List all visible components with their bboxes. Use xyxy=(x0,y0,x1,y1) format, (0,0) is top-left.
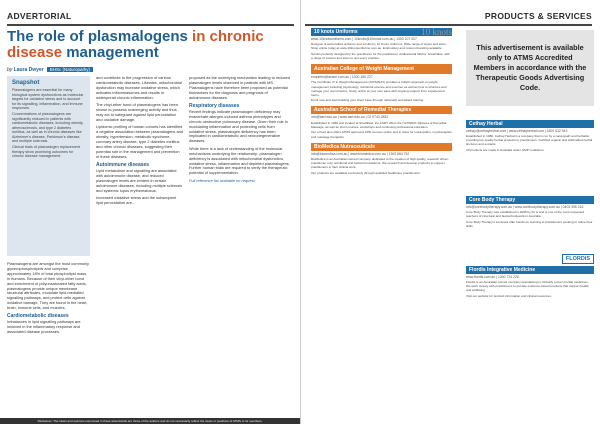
subheading: Respiratory diseases xyxy=(189,102,240,109)
listing-paragraph: All products are made in Australia under GMP conditions. xyxy=(466,148,545,153)
listing-title: 10 knots Uniforms xyxy=(311,28,452,36)
listing-paragraph: Core Body Therapy was established in 2005 by Dr Li and is one of the most respected teachers of structural and fascial bodywork in Australia. xyxy=(466,210,584,219)
listing-title: Flordis Integrative Medicine xyxy=(466,266,594,274)
body-paragraph: and contribute to the progression of various cardiometabolic diseases. Likewise, mitochondrial dysfunction may increase oxidative stress, which activates inflammasomes and results in widespread chronic inflammation. xyxy=(96,75,183,100)
listing-title: Cethay Herbal xyxy=(466,120,594,128)
body-paragraph: While there is a lack of understanding of the molecular mechanisms underlying the relationship, plasmalogen deficiency is associated with mitochondrial dysfunction, oxidative stress, inflammation and depleted plasmalogens. Further human trials are required to verify the therapeutic potential of supplementation. xyxy=(189,145,290,176)
byline-prefix: by xyxy=(7,67,14,73)
article-title xyxy=(7,29,295,61)
listing-paragraph: Established in 1986, Cethay Herbal is a company that is run by a naturopath and herbalist, providing top quality herbal products to practitioners. Certified organic and wildcrafted herbal tinctures and extracts. xyxy=(466,134,593,147)
listings-column-left xyxy=(311,28,452,176)
header-rule xyxy=(305,24,592,26)
author-credential-tag: BHSc (Naturopathy) xyxy=(47,67,93,72)
snapshot-box xyxy=(7,76,90,256)
section-header: PRODUCTS & SERVICES xyxy=(484,11,592,21)
flordis-logo: FLORDIS xyxy=(562,254,594,264)
directory-page xyxy=(301,0,600,424)
snapshot-paragraph: Clinical trials of plasmalogen replacement therapy show promising outcomes for chronic disease management. xyxy=(12,145,81,158)
listing-paragraph: Scrubs perfectly designed by the practitioner for the practitioner. Antibacterial fabrics, breathable, with a range of colours and sizes to suit every practice. xyxy=(311,51,450,61)
title-highlight: in chronic disease xyxy=(7,28,264,61)
ad-notice-text: This advertisement is available only to ATMS Accredited Members in accordance with the Therapeutic Goods Advertising Code. xyxy=(473,43,587,92)
listing-contact[interactable]: info@asrt.edu.au | www.asrt.edu.au | 02 9743 2881 xyxy=(311,115,389,120)
section-header: ADVERTORIAL xyxy=(7,11,72,21)
listing-contact[interactable]: cethay@cethayherbal.com | www.cethayherbal.com | 1800 632 943 xyxy=(466,129,568,133)
listing-10knots xyxy=(311,28,452,60)
listing-paragraph: Our school also offers ATMS approved CPE courses online and in class for naturopaths, myotherapists and massage therapists. xyxy=(311,130,452,139)
listing-contact[interactable]: www.10knotsuniforms.com | 10knots@10knots.com.au | 1300 107 007 xyxy=(311,37,417,41)
snapshot-heading: Snapshot xyxy=(12,80,40,86)
body-paragraph: Lipid metabolism and signalling are associated with autoimmune disease, and reduced plasmalogen levels are evident in certain autoimmune diseases, including multiple sclerosis and systemic lupus erythematosus. xyxy=(96,167,183,193)
listing-body xyxy=(311,42,452,60)
listing-contact[interactable]: info@biomedica.com.au | www.biomedica.com.au | 1300 884 752 xyxy=(311,151,410,156)
listing-body xyxy=(311,121,452,139)
listing-title: BioMedica Nutraceuticals xyxy=(311,143,452,151)
listing-paragraph: Our products are available exclusively through qualified healthcare practitioners. xyxy=(311,170,421,175)
listing-asrt xyxy=(311,106,452,138)
listing-acwm xyxy=(311,64,452,102)
listing-paragraph: The Certificate IV in Weight Management (10732NAT) provides a holistic approach to weight management including psychology, nutritional science and exercise as well as how to structure and manage your own practice. Study online at your own pace with ongoing support from experienced tutors. xyxy=(311,80,447,97)
listing-body xyxy=(466,134,594,152)
reference-note: Full reference list available on request xyxy=(189,177,255,183)
listing-flordis xyxy=(466,256,594,300)
listing-paragraph: Visit our website for product information and clinical resources. xyxy=(466,294,552,299)
listing-body xyxy=(466,280,594,298)
listing-paragraph: Flordis is an Australian-owned company specialising in clinically proven herbal medicines. We work closely with practitioners to provide evidence-based products that support health and wellbeing. xyxy=(466,280,589,293)
listing-paragraph: Established in 1989 and located at Strathfield, the ASRT offers the HLT52021 Diploma of Remedial Massage, as well as short courses, workshops and continuing professional education. xyxy=(311,120,447,129)
listing-body xyxy=(311,80,452,102)
10knots-logo: 10 knots xyxy=(421,27,452,37)
ad-notice-box xyxy=(466,30,594,106)
listing-contact[interactable]: enquiries@acwm.com.au | 1300 160 227 xyxy=(311,75,373,80)
title-part-3: management xyxy=(62,44,159,61)
subheading: Cardiometabolic diseases xyxy=(7,313,69,320)
listing-core-body xyxy=(466,196,594,230)
author-name: Laura Dwyer xyxy=(13,67,44,73)
article-column-1 xyxy=(7,262,90,338)
byline xyxy=(7,67,93,73)
listing-contact[interactable]: www.flordis.com.au | 1300 724 226 xyxy=(466,275,519,279)
listing-paragraph: BioMedica is an Australian-owned company dedicated to the creation of high quality, research driven practitioner only nutritional and herbal formulations. We research and develop products to support practitioners in their clinical work. xyxy=(311,156,449,170)
title-part-1: The role of plasmalogens xyxy=(7,28,193,45)
article-column-3 xyxy=(189,76,290,186)
snapshot-paragraph: Plasmalogens are essential for many biological system dysfunctions as molecular targets for oxidative stress and to account for its signalling, inflammation, and immune responses. xyxy=(12,88,84,110)
listing-body xyxy=(466,210,594,228)
body-paragraph: Increased oxidative stress and the subsequent lipid peroxidation are... xyxy=(96,194,177,205)
listing-paragraph: Designer & well-crafted uniforms and scrubs by 10 Knots Uniforms. Wide range of styles and sizes. Shop online today at www.10knotsuniforms.com.au. Embroidery and custom branding available. xyxy=(311,42,447,51)
listing-title: Australian School of Remedial Therapies xyxy=(311,106,452,114)
snapshot-paragraph: Concentrations of plasmalogens are significantly reduced in patients with cardiometabolic diseases, including obesity, atherosclerosis, and type 2 diabetes mellitus, as well as in chronic diseases like Alzheimer's disease, Parkinson's disease, and multiple sclerosis. xyxy=(12,112,84,143)
body-paragraph: proposed as the underlying mechanism leading to reduced plasmalogen levels observed in patients with MS. Plasmalogens have therefore been proposed as potential biomarkers for the diagnosis and prognosis of autoimmune diseases. xyxy=(189,75,291,100)
body-paragraph: Recent findings indicate plasmalogen deficiency may exacerbate allergen-induced asthma phenotypes and chronic obstructive pulmonary disease. Given their role in modulating inflammation and protecting cells from oxidative stress, plasmalogen deficiency has been implicated in cardiometabolic and neurodegenerative diseases. xyxy=(189,108,288,144)
body-paragraph: Imbalances in lipid signalling pathways are involved in the inflammatory response and associated disease processes. xyxy=(7,319,81,335)
body-paragraph: Lipidomic profiling of human cohorts has identified a negative association between plasmalogens and obesity, hypertension, metabolic syndrome, coronary artery disease, type 2 diabetes mellitus and other chronic diseases, suggesting their potential role in the management and prevention of these diseases. xyxy=(96,124,183,159)
disclaimer-bar: Disclaimer: The views and opinions expressed in these advertorials are those of the authors and do not necessarily reflect the views or positions of ATMS or its members. xyxy=(0,418,300,424)
listing-biomedica xyxy=(311,143,452,175)
listing-cethay xyxy=(466,120,594,154)
subheading: Autoimmune diseases xyxy=(96,161,150,168)
article-column-2 xyxy=(96,76,183,208)
body-paragraph: The vinyl-ether bond of plasmalogens has been shown to possess scavenging activity and thus may act to safeguard against lipid peroxidation and oxidative damage. xyxy=(96,102,178,122)
snapshot-body xyxy=(12,88,85,159)
listing-title: Australian College of Weight Management xyxy=(311,64,452,74)
listing-paragraph: Core Body Therapy's seminars offer hands-on learning to practitioners seeking to refine their skills. xyxy=(466,219,593,229)
listing-paragraph: Enrol now and start building your client base through nationally accredited training. xyxy=(311,98,424,103)
listing-body xyxy=(311,157,452,175)
listing-contact[interactable]: info@corebodytherapy.com.au | www.corebodytherapy.com.au | 0403 396 216 xyxy=(466,205,584,209)
header-rule xyxy=(7,24,294,26)
listing-title: Core Body Therapy xyxy=(466,196,594,204)
body-paragraph: Plasmalogens are amongst the most commonly glycerophospholipids and comprise approximately 18% of total phospholipid mass in humans. Because of their vinyl-ether bond and enrichment of polyunsaturated fatty acids, plasmalogens provide unique membrane structural attributes, modulate lipid-mediated signalling pathways, and protect cells against oxidative damage. They are found in the heart, brain, immune cells, and muscles. xyxy=(7,261,89,311)
